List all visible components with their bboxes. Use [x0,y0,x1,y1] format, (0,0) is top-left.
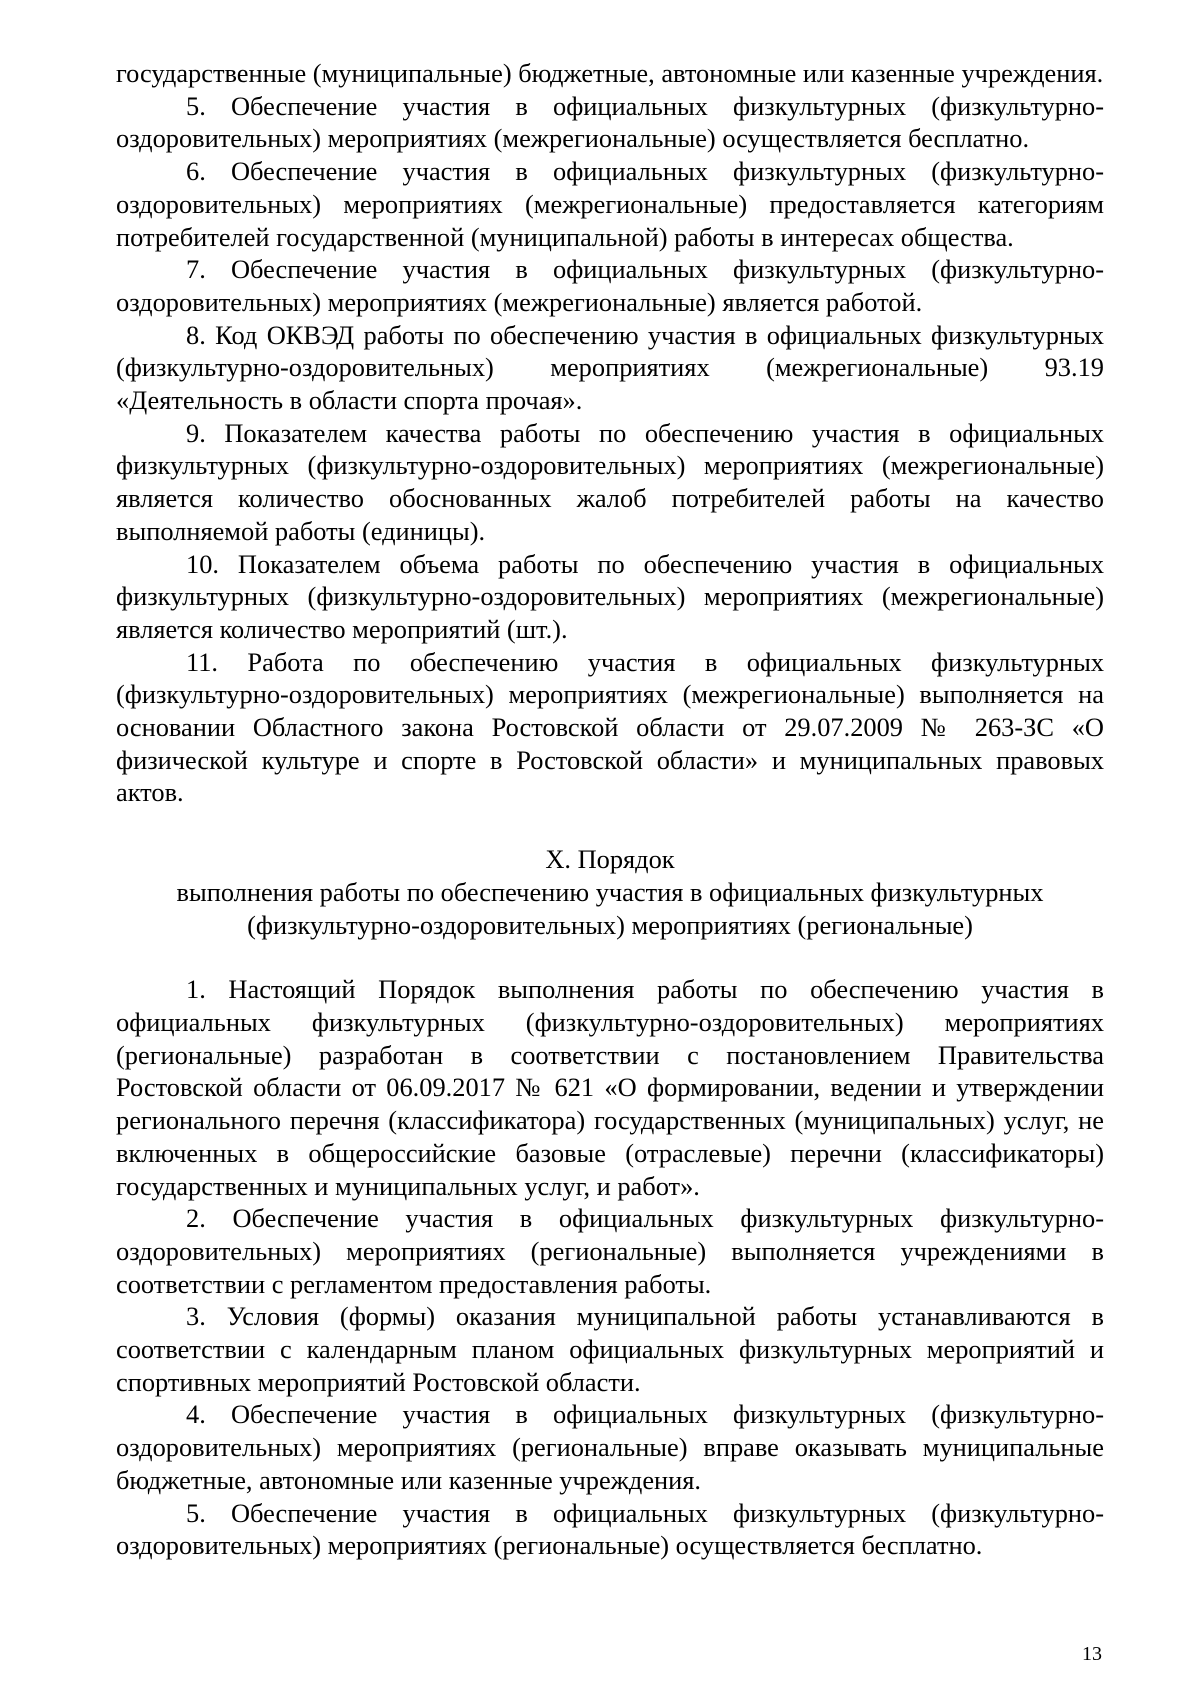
section-x-subtitle-line1: выполнения работы по обеспечению участия в официальных физкультурных [176,876,1044,907]
paragraph-continuation: государственные (муниципальные) бюджетные, автономные или казенные учреждения. [116,58,1104,88]
previous-section-continuation [116,57,1104,809]
section-x-subtitle-line2: (физкультурно-оздоровительных) мероприятиях (региональные) [247,909,973,940]
paragraph-9-quality-indicator: 9. Показателем качества работы по обеспечению участия в официальных физкультурных (физкультурно-оздоровительных) мероприятиях (межрегиональные) является количество обоснованных жалоб потребителей работы на качество выполняемой работы (единицы). [116,417,1104,546]
section-x-heading [116,843,1104,941]
paragraph-4-regional: 4. Обеспечение участия в официальных физкультурных (физкультурно-оздоровительных) мероприятиях (региональные) вправе оказывать муниципальные бюджетные, автономные или казенные учреждения. [116,1399,1104,1495]
paragraph-6-interregional: 6. Обеспечение участия в официальных физкультурных (физкультурно-оздоровительных) мероприятиях (межрегиональные) предоставляется категориям потребителей государственной (муниципальной) работы в интересах общества. [116,156,1104,252]
section-x-title: X. Порядок [545,844,675,875]
paragraph-5-regional: 5. Обеспечение участия в официальных физкультурных (физкультурно-оздоровительных) мероприятиях (региональные) осуществляется бесплатно. [116,1497,1104,1561]
paragraph-1-regional: 1. Настоящий Порядок выполнения работы по обеспечению участия в официальных физкультурных (физкультурно-оздоровительных) мероприятиях (региональные) разработан в соответствии с постановлением Правительства Ростовской области от 06.09.2017 № 621 «О формировании, ведении и утверждении регионального перечня (классификатора) государственных (муниципальных) услуг, не включенных в общероссийские базовые (отраслевые) перечни (классификаторы) государственных и муниципальных услуг, и работ». [116,974,1104,1201]
paragraph-11-legal-basis: 11. Работа по обеспечению участия в официальных физкультурных (физкультурно-оздоровительных) мероприятиях (межрегиональные) выполняется на основании Областного закона Ростовской области от 29.07.2009 № 263-ЗС «О физической культуре и спорте в Ростовской области» и муниципальных правовых актов. [116,646,1104,808]
section-x-body [116,973,1104,1562]
paragraph-10-volume-indicator: 10. Показателем объема работы по обеспечению участия в официальных физкультурных (физкультурно-оздоровительных) мероприятиях (межрегиональные) является количество мероприятий (шт.). [116,548,1104,644]
page-number: 13 [1082,1643,1102,1665]
paragraph-8-okved: 8. Код ОКВЭД работы по обеспечению участия в официальных физкультурных (физкультурно-оздоровительных) мероприятиях (межрегиональные) 93.19 «Деятельность в области спорта прочая». [116,319,1104,416]
document-page [116,57,1104,1562]
paragraph-3-regional: 3. Условия (формы) оказания муниципальной работы устанавливаются в соответствии с календарным планом официальных физкультурных мероприятий и спортивных мероприятий Ростовской области. [116,1301,1104,1397]
paragraph-5-interregional: 5. Обеспечение участия в официальных физкультурных (физкультурно-оздоровительных) мероприятиях (межрегиональные) осуществляется бесплатно. [116,90,1104,154]
paragraph-2-regional: 2. Обеспечение участия в официальных физкультурных физкультурно-оздоровительных) мероприятиях (региональные) выполняется учреждениями в соответствии с регламентом предоставления работы. [116,1203,1104,1299]
paragraph-7-interregional: 7. Обеспечение участия в официальных физкультурных (физкультурно-оздоровительных) мероприятиях (межрегиональные) является работой. [116,254,1104,317]
